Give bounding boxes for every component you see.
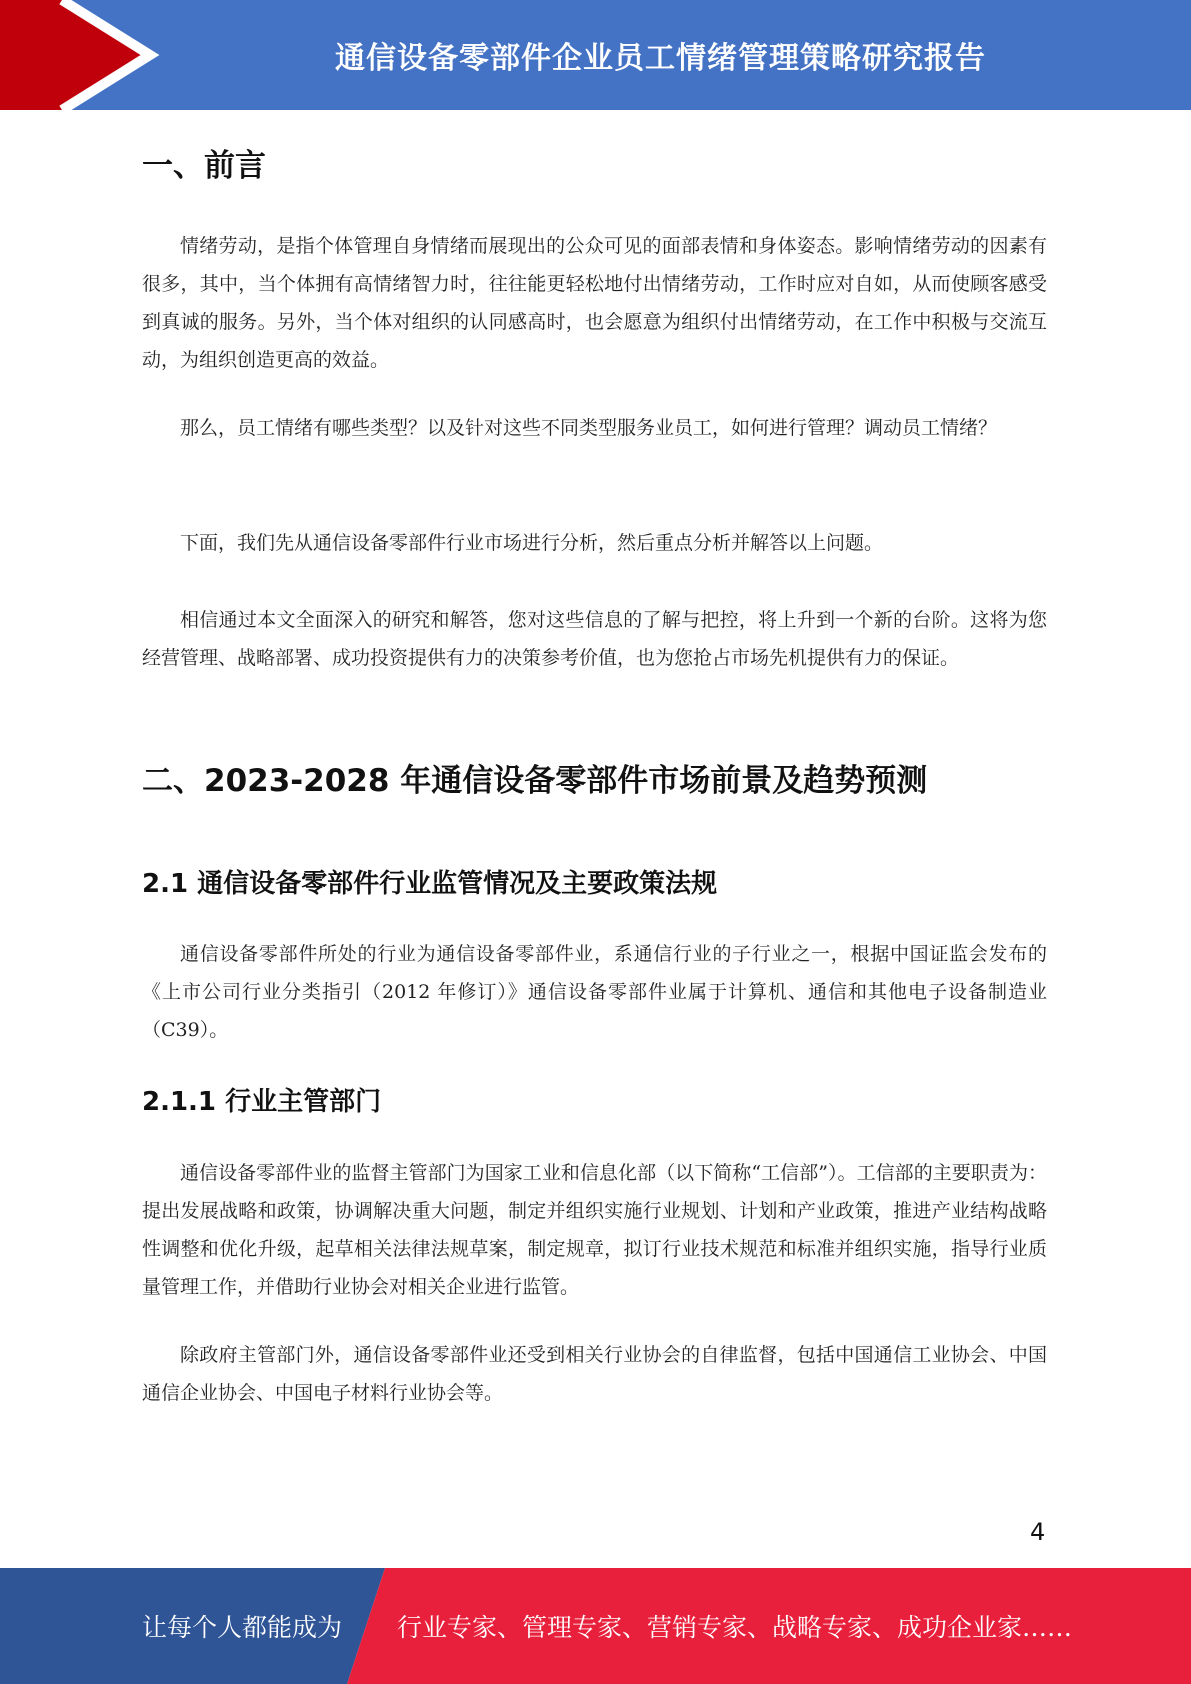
- footer-slogan-right: 行业专家、管理专家、营销专家、战略专家、成功企业家……: [397, 1613, 1073, 1642]
- authority-paragraph-2: 除政府主管部门外，通信设备零部件业还受到相关行业协会的自律监督，包括中国通信工业协会、中国通信企业协会、中国电子材料行业协会等。: [142, 1344, 1047, 1404]
- preface-paragraph-1: 情绪劳动，是指个体管理自身情绪而展现出的公众可见的面部表情和身体姿态。影响情绪劳动的因素有很多，其中，当个体拥有高情绪智力时，往往能更轻松地付出情绪劳动，工作时应对自如，从而使顾客感受到真诚的服务。另外，当个体对组织的认同感高时，也会愿意为组织付出情绪劳动，在工作中积极与交流互动，为组织创造更高的效益。: [142, 235, 1047, 371]
- preface-paragraph-4: 相信通过本文全面深入的研究和解答，您对这些信息的了解与把控，将上升到一个新的台阶。这将为您经营管理、战略部署、成功投资提供有力的决策参考价值，也为您抢占市场先机提供有力的保证。: [142, 609, 1047, 669]
- report-title: 通信设备零部件企业员工情绪管理策略研究报告: [335, 41, 986, 76]
- section-heading-preface: 一、前言: [142, 148, 266, 184]
- page-footer: [0, 1568, 1191, 1684]
- subsection-heading-authority: 2.1.1 行业主管部门: [142, 1087, 382, 1117]
- preface-paragraph-2: 那么，员工情绪有哪些类型？以及针对这些不同类型服务业员工，如何进行管理？调动员工情绪？: [180, 417, 998, 439]
- regulation-paragraph-1: 通信设备零部件所处的行业为通信设备零部件业，系通信行业的子行业之一，根据中国证监会发布的《上市公司行业分类指引（2012 年修订）》通信设备零部件业属于计算机、通信和其他电子设备制造业（C39）。: [142, 943, 1047, 1041]
- page-header: [0, 0, 1191, 110]
- preface-paragraph-3: 下面，我们先从通信设备零部件行业市场进行分析，然后重点分析并解答以上问题。: [180, 532, 884, 554]
- authority-paragraph-1: 通信设备零部件业的监督主管部门为国家工业和信息化部（以下简称“工信部”）。工信部的主要职责为：提出发展战略和政策，协调解决重大问题，制定并组织实施行业规划、计划和产业政策，推进产业结构战略性调整和优化升级，起草相关法律法规草案，制定规章，拟订行业技术规范和标准并组织实施，指导行业质量管理工作，并借助行业协会对相关企业进行监管。: [142, 1162, 1047, 1298]
- page-number: 4: [1030, 1518, 1046, 1546]
- subsection-heading-regulation: 2.1 通信设备零部件行业监管情况及主要政策法规: [142, 869, 718, 899]
- section-heading-market-outlook: 二、2023-2028 年通信设备零部件市场前景及趋势预测: [142, 763, 928, 799]
- footer-slogan-left: 让每个人都能成为: [142, 1613, 343, 1642]
